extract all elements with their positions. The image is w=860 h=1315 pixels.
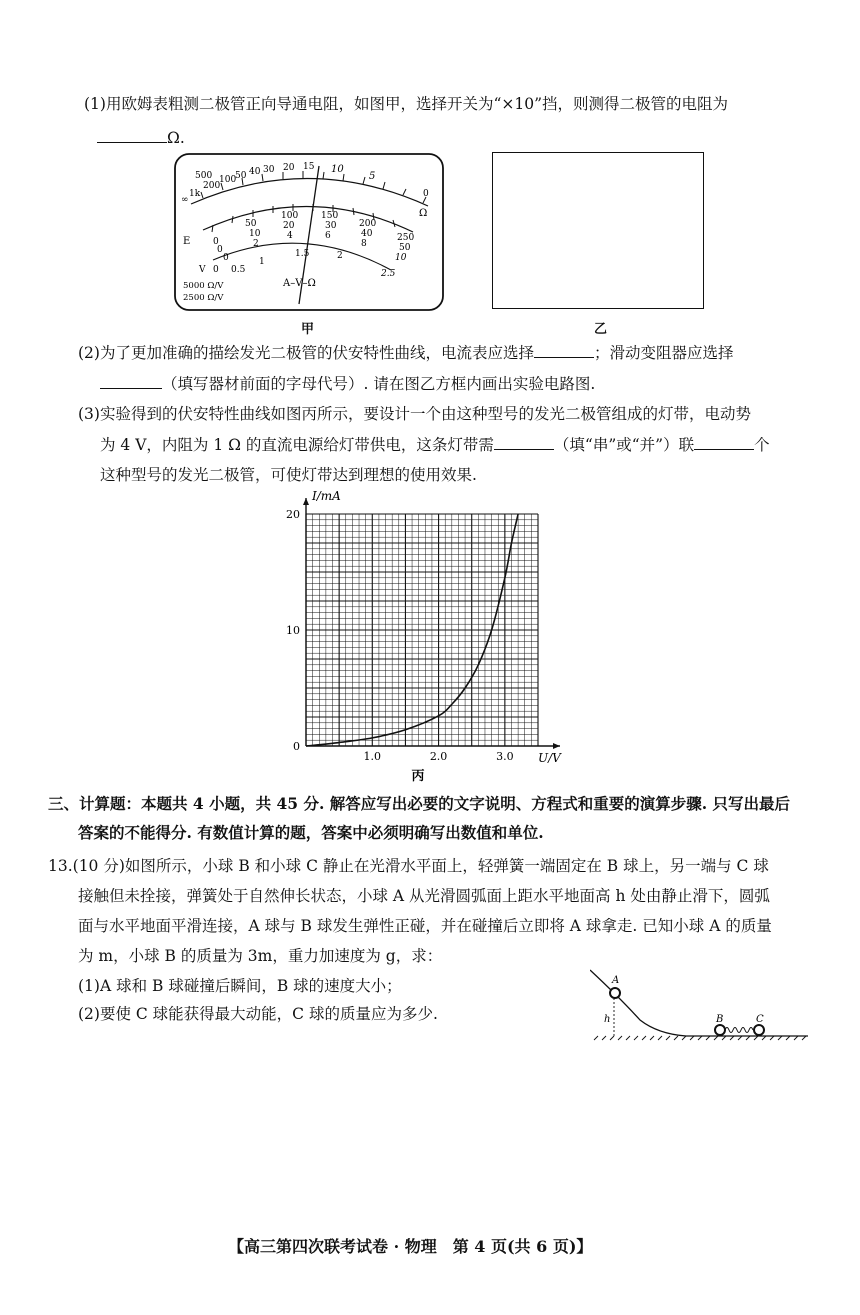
question-part-3-text: （填“串”或“并”）联 [553,436,695,454]
dc-scale-c-label: 2 [253,239,259,249]
dc-scale-a-label: 0 [213,237,219,247]
ohm-scale-label: 30 [263,165,275,175]
question-part-3-text: 这种型号的发光二极管，可使灯带达到理想的使用效果. [100,466,477,484]
figure-caption-bing: 丙 [411,769,425,784]
question-part-2-text: （填写器材前面的字母代号）. 请在图乙方框内画出实验电路图. [162,375,596,393]
ohm-scale-label: 0 [423,189,429,199]
label-e: E [183,236,191,247]
ohm-scale-label: 5 [369,171,376,182]
q13-text: (2)要使 C 球能获得最大动能，C 球的质量应为多少. [78,1005,438,1023]
dc-scale-c-label: 0 [223,253,229,263]
answer-blank-connection[interactable] [494,435,554,450]
ball-b [715,1025,725,1035]
dc-scale-c-label: 8 [361,239,367,249]
dc-scale-a-label: 150 [321,211,339,221]
y-axis-arrow [303,498,309,505]
q13-text: (1)A 球和 B 球碰撞后瞬间，B 球的速度大小； [78,977,402,995]
dc-scale-b-label: 30 [325,221,337,231]
ohm-unit: Ω. [167,129,185,147]
circuit-drawing-box[interactable] [492,152,704,309]
answer-blank-rheostat[interactable] [100,374,162,389]
question-part-1 [84,93,728,115]
question-part-2-line-1 [78,342,733,364]
label-h: h [604,1014,611,1025]
dc-scale-a-label: 200 [359,219,377,229]
answer-blank-ammeter[interactable] [534,343,594,358]
chart-y-axis-label: I/mA [312,489,341,503]
x-tick-label: 3.0 [496,750,514,763]
q13-sub-1 [78,975,402,997]
ac-scale-label: 0.5 [231,265,246,275]
question-part-2-text: ；滑动变阻器应选择 [593,344,734,362]
question-part-3-text: 个 [754,436,770,454]
label-a: A [612,975,620,986]
section-3-instructions-line-1 [48,793,790,815]
dc-scale-b-label: 10 [249,229,261,239]
ohm-scale-label: 100 [219,175,237,185]
meter-spec-1: 5000 Ω/V [183,281,224,291]
question-part-3-line-3 [100,464,477,486]
ohm-scale-label: 15 [303,162,315,172]
x-tick-label: 2.0 [429,750,448,763]
iv-characteristic-chart [270,486,570,786]
dc-scale-b-label: 20 [283,221,295,231]
page-footer: 【高三第四次联考试卷 · 物理 第 4 页(共 6 页)】 [228,1237,593,1256]
meter-spec-2: 2500 Ω/V [183,293,224,303]
spring [725,1028,753,1033]
chart-ticks [286,508,514,763]
multimeter-figure [173,152,445,312]
ac-scale-label: 1 [259,257,265,267]
dc-scale-c-label: 4 [287,231,293,241]
q13-figure [590,968,810,1042]
q13-text: 13.(10 分)如图所示，小球 B 和小球 C 静止在光滑水平面上，轻弹簧一端固定在 B 球上，另一端与 C 球 [48,857,769,875]
ohm-scale-label: 1k [189,189,201,199]
dc-scale-c-label: 10 [395,253,407,263]
ball-c [754,1025,764,1035]
dc-scale-a-label: 250 [397,233,415,243]
ohm-scale-label: 50 [235,171,247,181]
label-c: C [756,1014,764,1025]
ohm-scale-label: 40 [249,167,261,177]
q13-line-1 [48,855,769,877]
x-axis-arrow [553,743,560,749]
y-tick-label: 0 [293,740,300,753]
ac-scale-label: 0 [213,265,219,275]
label-b: B [716,1014,724,1025]
dc-scale-b-label: 50 [399,243,411,253]
section-3-text: 三、计算题：本题共 4 小题，共 45 分. 解答应写出必要的文字说明、方程式和重要的演算步骤. 只写出最后 [48,794,791,813]
q13-text: 面与水平地面平滑连接，A 球与 B 球发生弹性正碰，并在碰撞后立即将 A 球拿走. 已知小球 A 的质量 [78,917,772,935]
meter-center-label: A–V–Ω [283,278,316,289]
figure-caption-jia: 甲 [301,322,315,337]
ac-scale-label: 2 [337,251,343,261]
dc-scale-a-label: 100 [281,211,299,221]
section-3-instructions-line-2 [78,822,544,844]
answer-blank[interactable] [97,128,167,143]
q13-sub-2 [78,1003,438,1025]
x-tick-label: 1.0 [363,750,382,763]
ohm-scale-label: 200 [203,181,221,191]
q13-line-2 [78,885,770,907]
ramp-and-ground [590,970,808,1036]
chart-x-axis-label: U/V [538,751,561,765]
figure-caption-yi: 乙 [594,322,608,337]
question-part-2-line-2 [100,373,595,395]
question-part-3-text: (3)实验得到的伏安特性曲线如图丙所示，要设计一个由这种型号的发光二极管组成的灯带，电动势 [78,405,751,423]
section-3-text: 答案的不能得分. 有数值计算的题，答案中必须明确写出数值和单位. [78,823,544,842]
ohm-scale-label: 20 [283,163,295,173]
answer-blank-count[interactable] [694,435,754,450]
ac-scale-label: 2.5 [381,269,396,279]
answer-line-resistance [97,127,185,149]
question-part-3-line-1 [78,403,751,425]
q13-text: 为 m，小球 B 的质量为 3m，重力加速度为 g，求： [78,947,443,965]
ohm-scale-label: ∞ [181,195,189,205]
ac-scale-label: 1.5 [295,249,310,259]
q13-text: 接触但未拴接，弹簧处于自然伸长状态，小球 A 从光滑圆弧面上距水平地面高 h 处由静止滑下，圆弧 [78,887,770,905]
question-part-1-text: (1)用欧姆表粗测二极管正向导通电阻，如图甲，选择开关为“×10”挡，则测得二极管的电阻为 [84,95,729,113]
ohm-scale-label: 500 [195,171,213,181]
question-part-2-text: (2)为了更加准确的描绘发光二极管的伏安特性曲线，电流表应选择 [78,344,534,362]
y-tick-label: 20 [286,508,300,521]
chart-grid [306,514,538,746]
dc-scale-b-label: 40 [361,229,373,239]
ohm-symbol: Ω [419,208,428,219]
q13-line-4 [78,945,442,967]
ohm-scale-label: 10 [331,164,344,175]
label-ac-v: V [199,265,206,275]
question-part-3-line-2 [100,434,770,456]
dc-scale-c-label: 6 [325,231,331,241]
ball-a [610,988,620,998]
dc-scale-b-label: 0 [217,245,223,255]
dc-scale-a-label: 50 [245,219,257,229]
q13-line-3 [78,915,772,937]
question-part-3-text: 为 4 V，内阻为 1 Ω 的直流电源给灯带供电，这条灯带需 [100,436,494,454]
y-tick-label: 10 [286,624,300,637]
